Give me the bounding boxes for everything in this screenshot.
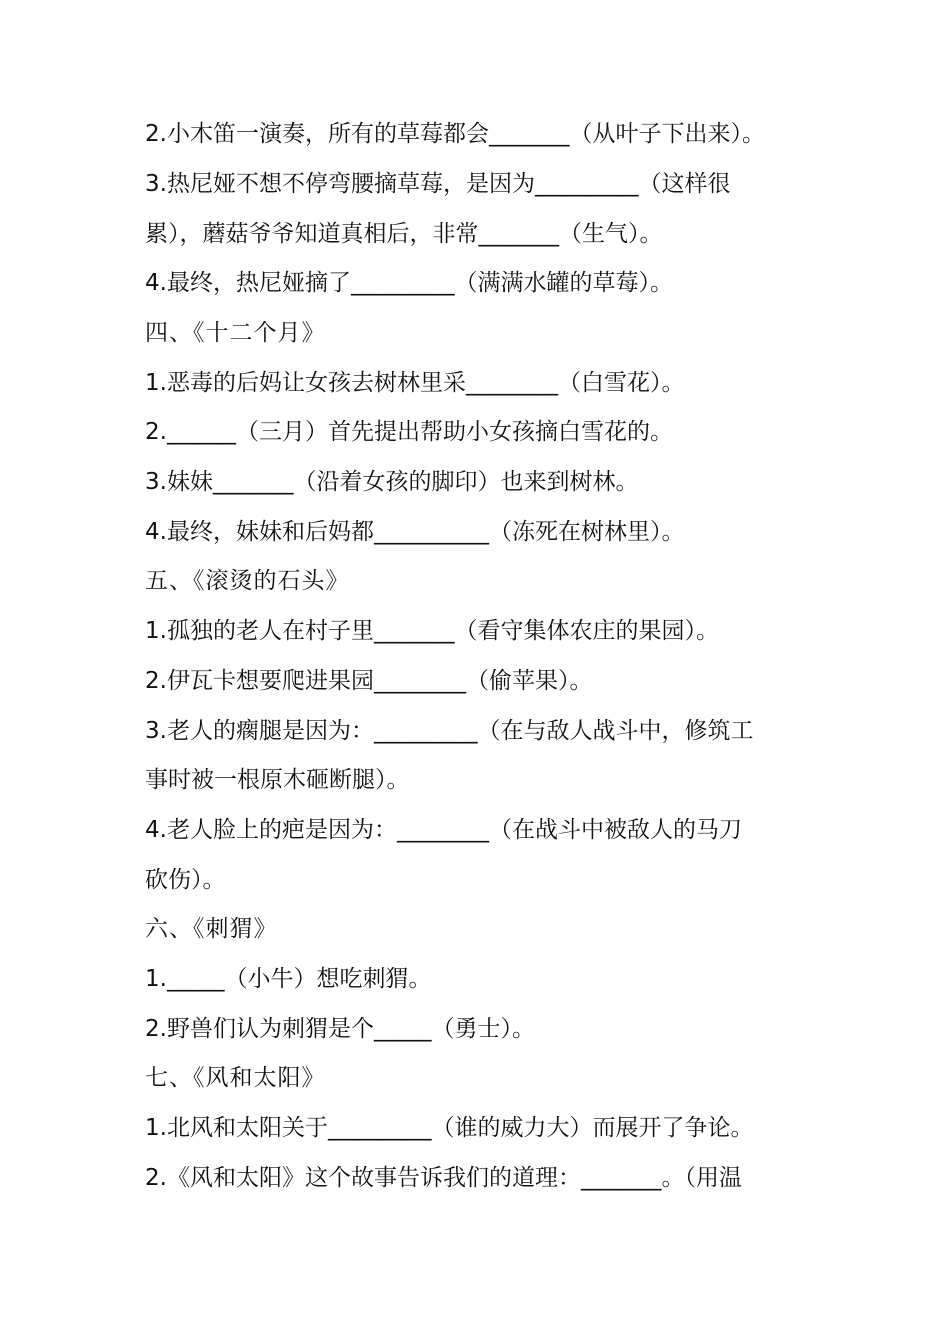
question-2-march: 2.______（三月）首先提出帮助小女孩摘白雪花的。 [145, 419, 673, 445]
question-4-strawberries: 4.最终，热尼娅摘了_________（满满水罐的草莓）。 [145, 270, 673, 296]
section-heading-hedgehog: 六、《刺猬》 [145, 916, 278, 942]
section-heading-wind-and-sun: 七、《风和太阳》 [145, 1065, 326, 1091]
question-2-moral: 2.《风和太阳》这个故事告诉我们的道理：_______。（用温 [145, 1165, 742, 1191]
question-4-continued: 砍伤）。 [145, 867, 226, 893]
question-2-flute: 2.小木笛一演奏，所有的草莓都会_______（从叶子下出来）。 [145, 121, 765, 147]
section-heading-hot-stone: 五、《滚烫的石头》 [145, 568, 350, 594]
question-2-warrior: 2.野兽们认为刺猬是个_____（勇士）。 [145, 1016, 535, 1042]
question-3-sister: 3.妹妹_______（沿着女孩的脚印）也来到树林。 [145, 469, 639, 495]
question-2-ivaka: 2.伊瓦卡想要爬进果园________（偷苹果）。 [145, 668, 593, 694]
question-4-frozen: 4.最终，妹妹和后妈都__________（冻死在树林里）。 [145, 519, 685, 545]
question-1-argument: 1.北风和太阳关于_________（谁的威力大）而展开了争论。 [145, 1115, 754, 1141]
question-1-old-man: 1.孤独的老人在村子里_______（看守集体农庄的果园）。 [145, 618, 719, 644]
question-3-continued: 累），蘑菇爷爷知道真相后，非常_______（生气）。 [145, 221, 663, 247]
question-1-calf: 1._____（小牛）想吃刺猬。 [145, 966, 432, 992]
question-1-snowdrops: 1.恶毒的后妈让女孩去树林里采________（白雪花）。 [145, 370, 685, 396]
question-3-continued: 事时被一根原木砸断腿）。 [145, 767, 410, 793]
section-heading-twelve-months: 四、《十二个月》 [145, 320, 326, 346]
question-3-why-not-bend: 3.热尼娅不想不停弯腰摘草莓，是因为_________（这样很 [145, 171, 731, 197]
question-3-lame-leg: 3.老人的瘸腿是因为：_________（在与敌人战斗中，修筑工 [145, 718, 754, 744]
question-4-scar: 4.老人脸上的疤是因为：________（在战斗中被敌人的马刀 [145, 817, 742, 843]
